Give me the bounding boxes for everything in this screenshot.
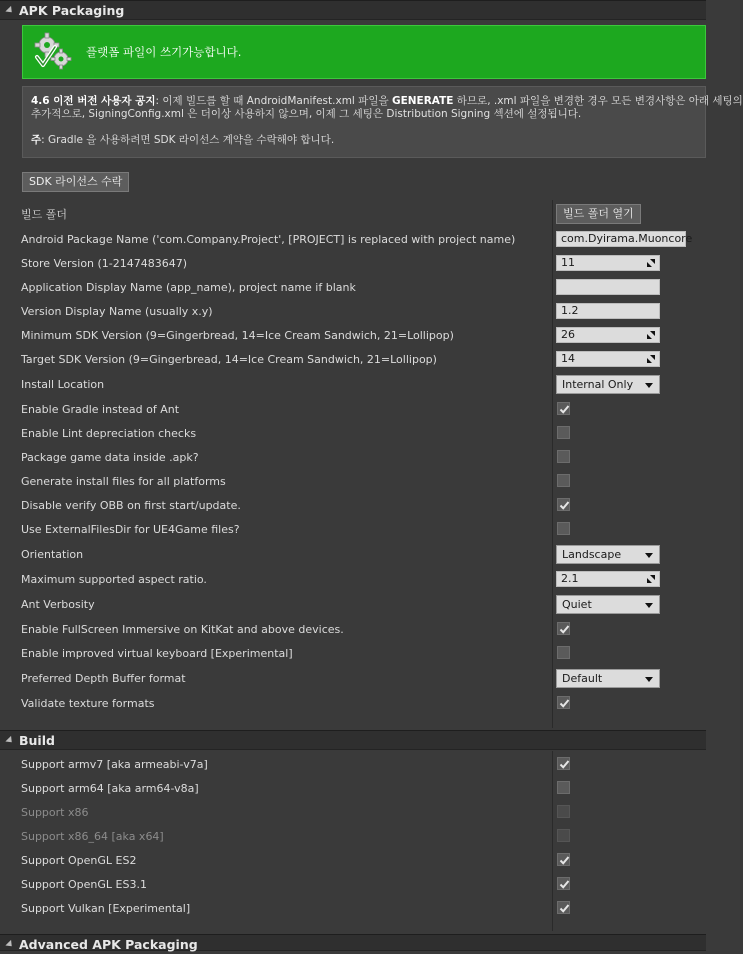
enable-lint-checkbox[interactable] <box>557 426 570 439</box>
orientation-dropdown[interactable]: Landscape <box>556 545 660 564</box>
store-version-input[interactable]: 11 <box>556 255 660 271</box>
section-header-apk-packaging[interactable]: APK Packaging <box>0 0 706 20</box>
max-aspect-input[interactable]: 2.1 <box>556 571 660 587</box>
label-arm64: Support arm64 [aka arm64-v8a] <box>21 782 199 795</box>
writable-status-banner <box>22 25 706 79</box>
es2-checkbox[interactable] <box>557 853 570 866</box>
section-header-build[interactable]: Build <box>0 730 706 750</box>
notice-line-2: 추가적으로, SigningConfig.xml 은 더이상 사용하지 않으며, 이제 그 세팅은 Distribution Signing 섹션에 설정됩니다. <box>31 108 582 120</box>
collapse-arrow-icon <box>5 6 14 15</box>
label-depth-buffer: Preferred Depth Buffer format <box>21 672 186 685</box>
app-display-name-input[interactable] <box>556 279 660 295</box>
banner-text: 플랫폼 파일이 쓰기가능합니다. <box>86 45 242 59</box>
ant-verbosity-dropdown[interactable]: Quiet <box>556 595 660 614</box>
checkmark-icon <box>559 759 570 770</box>
label-armv7: Support armv7 [aka armeabi-v7a] <box>21 758 208 771</box>
spin-arrows-icon[interactable] <box>647 259 655 267</box>
open-build-folder-button[interactable]: 빌드 폴더 열기 <box>556 204 641 224</box>
checkmark-icon <box>559 855 570 866</box>
label-use-external-files: Use ExternalFilesDir for UE4Game files? <box>21 523 240 536</box>
section-header-advanced-apk-packaging[interactable]: Advanced APK Packaging <box>0 934 706 951</box>
label-build-folder: 빌드 폴더 <box>21 208 68 221</box>
enable-gradle-checkbox[interactable] <box>557 402 570 415</box>
chevron-down-icon <box>645 553 653 558</box>
column-divider[interactable] <box>552 200 553 728</box>
label-fullscreen-immersive: Enable FullScreen Immersive on KitKat and above devices. <box>21 623 344 636</box>
min-sdk-input[interactable]: 26 <box>556 327 660 343</box>
arm64-checkbox[interactable] <box>557 781 570 794</box>
package-game-data-checkbox[interactable] <box>557 450 570 463</box>
label-ant-verbosity: Ant Verbosity <box>21 598 95 611</box>
checkmark-icon <box>559 404 570 415</box>
fullscreen-immersive-checkbox[interactable] <box>557 622 570 635</box>
notice-line-1: 4.6 이전 버전 사용자 공지: 이제 빌드를 할 때 AndroidManifest.xml 파일을 GENERATE 하므로, .xml 파일을 변경한 경우 모든 변경사항은 아래 세팅의 <box>31 95 743 107</box>
column-divider-build[interactable] <box>552 751 553 931</box>
notice-line-3: 주: Gradle 을 사용하려면 SDK 라이선스 계약을 수락해야 합니다. <box>31 134 335 146</box>
spin-arrows-icon[interactable] <box>647 331 655 339</box>
disable-verify-obb-checkbox[interactable] <box>557 498 570 511</box>
checkmark-icon <box>559 903 570 914</box>
label-es2: Support OpenGL ES2 <box>21 854 137 867</box>
spin-arrows-icon[interactable] <box>647 355 655 363</box>
label-install-location: Install Location <box>21 378 105 391</box>
checkmark-icon <box>559 500 570 511</box>
generate-install-files-checkbox[interactable] <box>557 474 570 487</box>
label-max-aspect: Maximum supported aspect ratio. <box>21 573 207 586</box>
label-x86: Support x86 <box>21 806 89 819</box>
validate-texture-checkbox[interactable] <box>557 696 570 709</box>
chevron-down-icon <box>645 383 653 388</box>
target-sdk-input[interactable]: 14 <box>556 351 660 367</box>
label-orientation: Orientation <box>21 548 84 561</box>
label-generate-install-files: Generate install files for all platforms <box>21 475 226 488</box>
label-store-version: Store Version (1-2147483647) <box>21 257 188 270</box>
es31-checkbox[interactable] <box>557 877 570 890</box>
label-es31: Support OpenGL ES3.1 <box>21 878 147 891</box>
collapse-arrow-icon <box>5 736 14 745</box>
x86-64-checkbox <box>557 829 570 842</box>
depth-buffer-dropdown[interactable]: Default <box>556 669 660 688</box>
version-display-name-input[interactable]: 1.2 <box>556 303 660 319</box>
install-location-dropdown[interactable]: Internal Only <box>556 375 660 394</box>
checkmark-icon <box>559 879 570 890</box>
chevron-down-icon <box>645 677 653 682</box>
notice-box <box>22 86 743 158</box>
label-enable-lint: Enable Lint depreciation checks <box>21 427 197 440</box>
package-name-input[interactable]: com.Dyirama.Muoncore <box>556 231 686 247</box>
collapse-arrow-icon <box>5 940 14 949</box>
spin-arrows-icon[interactable] <box>647 575 655 583</box>
label-package-name: Android Package Name ('com.Company.Project', [PROJECT] is replaced with project name) <box>21 233 516 246</box>
gear-check-icon <box>31 31 73 73</box>
label-x86-64: Support x86_64 [aka x64] <box>21 830 164 843</box>
label-app-display-name: Application Display Name (app_name), project name if blank <box>21 281 356 294</box>
vulkan-checkbox[interactable] <box>557 901 570 914</box>
armv7-checkbox[interactable] <box>557 757 570 770</box>
label-package-game-data: Package game data inside .apk? <box>21 451 199 464</box>
chevron-down-icon <box>645 603 653 608</box>
label-min-sdk: Minimum SDK Version (9=Gingerbread, 14=Ice Cream Sandwich, 21=Lollipop) <box>21 329 454 342</box>
checkmark-icon <box>559 698 570 709</box>
label-validate-texture: Validate texture formats <box>21 697 155 710</box>
x86-checkbox <box>557 805 570 818</box>
checkmark-icon <box>559 624 570 635</box>
use-external-files-checkbox[interactable] <box>557 522 570 535</box>
label-vulkan: Support Vulkan [Experimental] <box>21 902 191 915</box>
label-disable-verify-obb: Disable verify OBB on first start/update. <box>21 499 241 512</box>
accept-sdk-license-button[interactable]: SDK 라이선스 수락 <box>22 172 129 192</box>
improved-keyboard-checkbox[interactable] <box>557 646 570 659</box>
label-improved-keyboard: Enable improved virtual keyboard [Experimental] <box>21 647 293 660</box>
label-target-sdk: Target SDK Version (9=Gingerbread, 14=Ice Cream Sandwich, 21=Lollipop) <box>21 353 437 366</box>
label-version-display-name: Version Display Name (usually x.y) <box>21 305 213 318</box>
label-enable-gradle: Enable Gradle instead of Ant <box>21 403 180 416</box>
